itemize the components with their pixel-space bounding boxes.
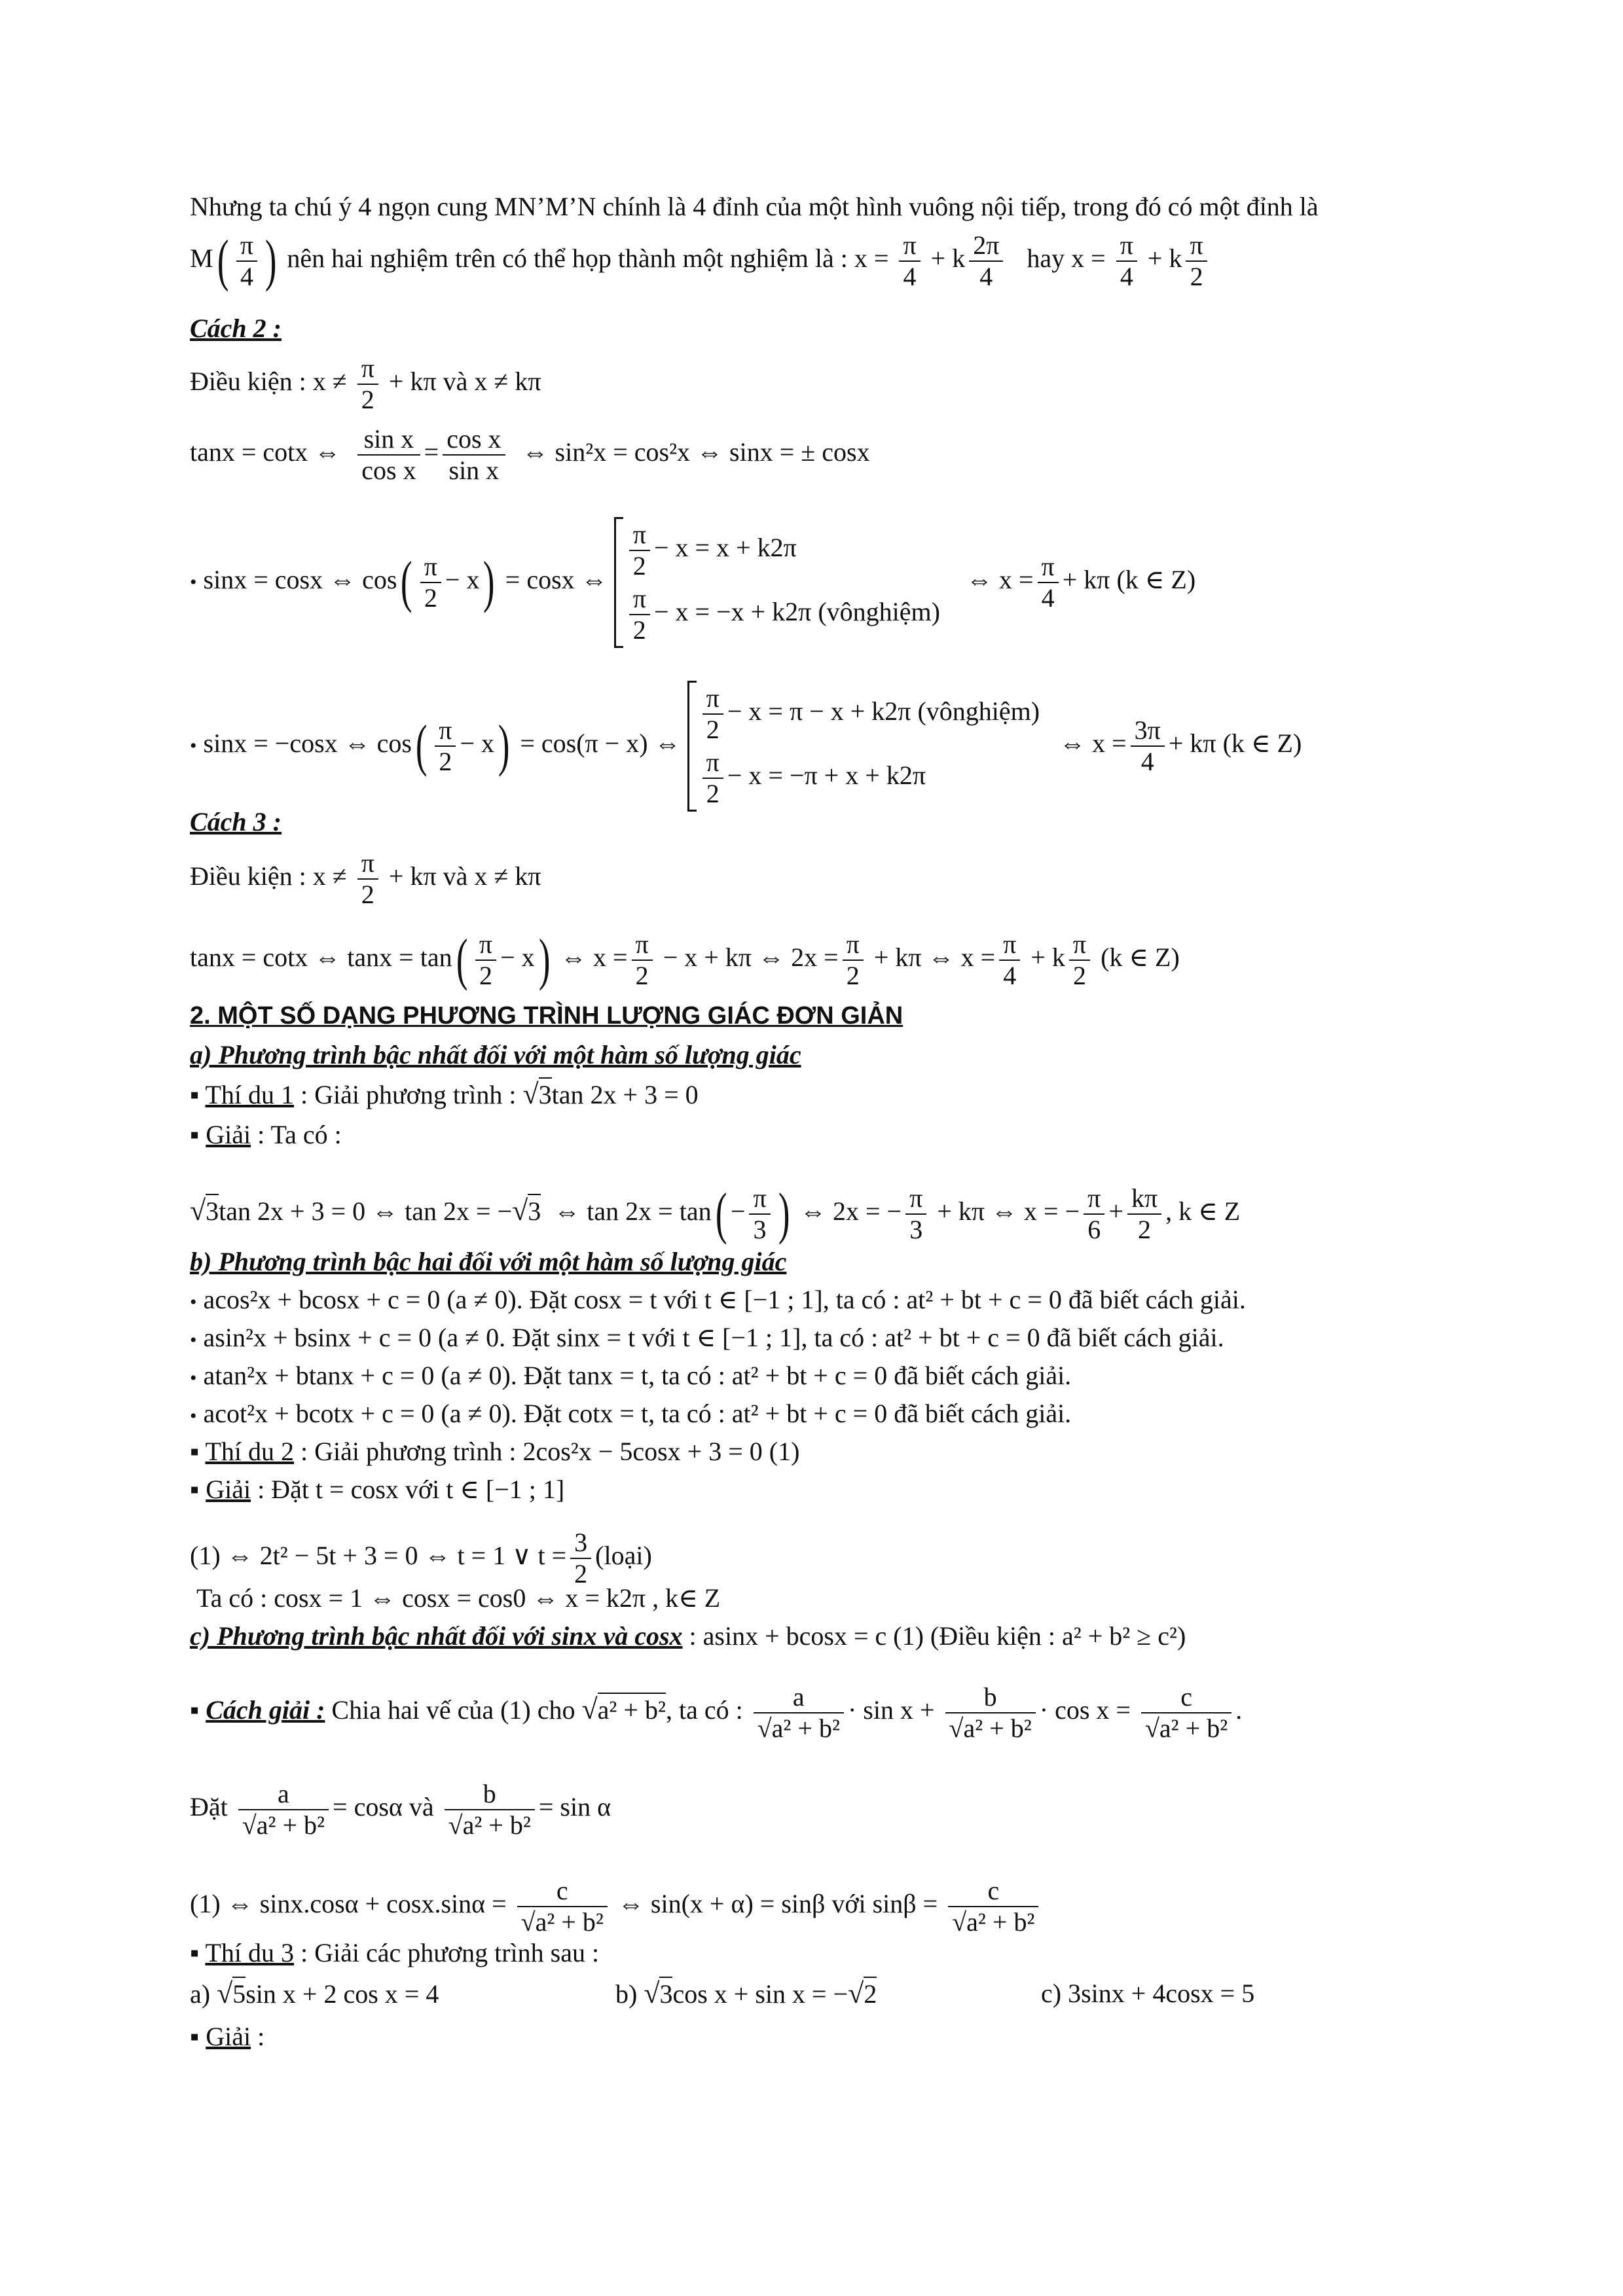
example-1: ▪ Thí du 1 : Giải phương trình : √3tan 2x + 3 = 0	[190, 1078, 699, 1110]
cach2-case-2: • sinx = −cosx ⇔ cos( $\frac{\pi}{2}$ − x) = cos(π − x) ⇔ $\frac{\pi}{2}$ − x = π − x + k2π (vônghiệm) $\frac{\pi}{2}$ − x = −π + x + k2π ⇔ x = $\frac{3\pi}{4}$ + kπ (k ∈ Z)	[190, 681, 1302, 812]
transformation: (1) ⇔ sinx.cosα + cosx.sinα = $\frac{c}{\text{√a² + b²}}$ ⇔ sin(x + α) = sinβ với sinβ = $\frac{c}{\text{√a² + b²}}$	[190, 1876, 1042, 1937]
solution-1-equation: √3tan 2x + 3 = 0 ⇔ tan 2x = −√3 ⇔ tan 2x = tan( − $\frac{\pi}{3}$ ) ⇔ 2x = − $\frac{\pi}{3}$ + kπ ⇔ x = − $\frac{\pi}{6}$ + $\frac{k\pi}{2}$ , k ∈ Z	[190, 1182, 1241, 1246]
example-3: ▪ Thí du 3 : Giải các phương trình sau :	[190, 1938, 600, 1967]
cach2-equation: tanx = cotx ⇔ $\frac{\text{sin x}}{\text{cos x}}$ = $\frac{\text{cos x}}{\text{sin x}}$ ⇔ sin²x = cos²x ⇔ sinx = ± cosx	[190, 424, 870, 485]
intro-line-2: M( $\frac{\pi}{4}$ ) nên hai nghiệm trên có thể họp thành một nghiệm là : x = $\frac{\pi}{4}$ + k $\frac{2\pi}{4}$ hay x = $\frac{\pi}{4}$ + k $\frac{\pi}{2}$	[190, 230, 1211, 292]
substitution: Đặt $\frac{a}{\text{√a² + b²}}$ = cosα và $\frac{b}{\text{√a² + b²}}$ = sin α	[190, 1779, 611, 1840]
example-3-b: b) √3cos x + sin x = −√2	[615, 1977, 877, 2009]
pi-over-4: $\frac{\pi}{4}$	[236, 230, 257, 292]
example-3-a: a) √5sin x + 2 cos x = 4	[190, 1977, 439, 2009]
cach3-condition: Điều kiện : x ≠ $\frac{\pi}{2}$ + kπ và x ≠ kπ	[190, 848, 541, 909]
example-2: ▪ Thí du 2 : Giải phương trình : 2cos²x − 5cosx + 3 = 0 (1)	[190, 1437, 800, 1466]
solution-1-label: ▪ Giải : Ta có :	[190, 1120, 342, 1149]
solution-2-result: Ta có : cosx = 1 ⇔ cosx = cos0 ⇔ x = k2π , k∈ Z	[196, 1583, 721, 1613]
m-label: M	[190, 243, 213, 274]
cach3-title: Cách 3 :	[190, 807, 282, 836]
section-2a-title: a) Phương trình bậc nhất đối với một hàm số lượng giác	[190, 1040, 801, 1069]
intro-line-1: Nhưng ta chú ý 4 ngọn cung MN’M’N chính là 4 đỉnh của một hình vuông nội tiếp, trong đó có một đỉnh là	[190, 192, 1319, 221]
cach2-condition: Điều kiện : x ≠ $\frac{\pi}{2}$ + kπ và x ≠ kπ	[190, 353, 541, 414]
case-cot: • acot²x + bcotx + c = 0 (a ≠ 0). Đặt cotx = t, ta có : at² + bt + c = 0 đã biết cách giải.	[190, 1399, 1072, 1428]
case-cos: • acos²x + bcosx + c = 0 (a ≠ 0). Đặt cosx = t với t ∈ [−1 ; 1], ta có : at² + bt + c = 0 đã biết cách giải.	[190, 1285, 1246, 1314]
case-tan: • atan²x + btanx + c = 0 (a ≠ 0). Đặt tanx = t, ta có : at² + bt + c = 0 đã biết cách giải.	[190, 1361, 1072, 1390]
section-2-title: 2. MỘT SỐ DẠNG PHƯƠNG TRÌNH LƯỢNG GIÁC ĐƠN GIẢN	[190, 1002, 903, 1030]
section-2c: c) Phương trình bậc nhất đối với sinx và cosx : asinx + bcosx = c (1) (Điều kiện : a² + b² ≥ c²)	[190, 1621, 1186, 1651]
solution-2-equation: (1) ⇔ 2t² − 5t + 3 = 0 ⇔ t = 1 ∨ t = $\frac{3}{2}$ (loại)	[190, 1528, 652, 1588]
solution-3-label: ▪ Giải :	[190, 2022, 265, 2051]
solution-2: ▪ Giải : Đặt t = cosx với t ∈ [−1 ; 1]	[190, 1475, 565, 1504]
cach2-title: Cách 2 :	[190, 314, 282, 343]
example-3-c: c) 3sinx + 4cosx = 5	[1041, 1979, 1255, 2008]
case-sin: • asin²x + bsinx + c = 0 (a ≠ 0. Đặt sinx = t với t ∈ [−1 ; 1], ta có : at² + bt + c = 0 đã biết cách giải.	[190, 1323, 1224, 1352]
section-2b-title: b) Phương trình bậc hai đối với một hàm số lượng giác	[190, 1247, 787, 1276]
cach2-case-1: • sinx = cosx ⇔ cos( $\frac{\pi}{2}$ − x) = cosx ⇔ $\frac{\pi}{2}$ − x = x + k2π $\frac{\pi}{2}$ − x = −x + k2π (vônghiệm) ⇔ x = $\frac{\pi}{4}$ + kπ (k ∈ Z)	[190, 517, 1195, 648]
method: ▪ Cách giải : Chia hai vế của (1) cho √a² + b², ta có : $\frac{a}{\text{√a² + b²}}$ · sin x + $\frac{b}{\text{√a² + b²}}$ · cos x = $\frac{c}{\text{√a² + b²}}$ .	[190, 1682, 1243, 1743]
cach3-equation: tanx = cotx ⇔ tanx = tan( $\frac{\pi}{2}$ − x) ⇔ x = $\frac{\pi}{2}$ − x + kπ ⇔ 2x = $\frac{\pi}{2}$ + kπ ⇔ x = $\frac{\pi}{4}$ + k $\frac{\pi}{2}$ (k ∈ Z)	[190, 928, 1180, 992]
